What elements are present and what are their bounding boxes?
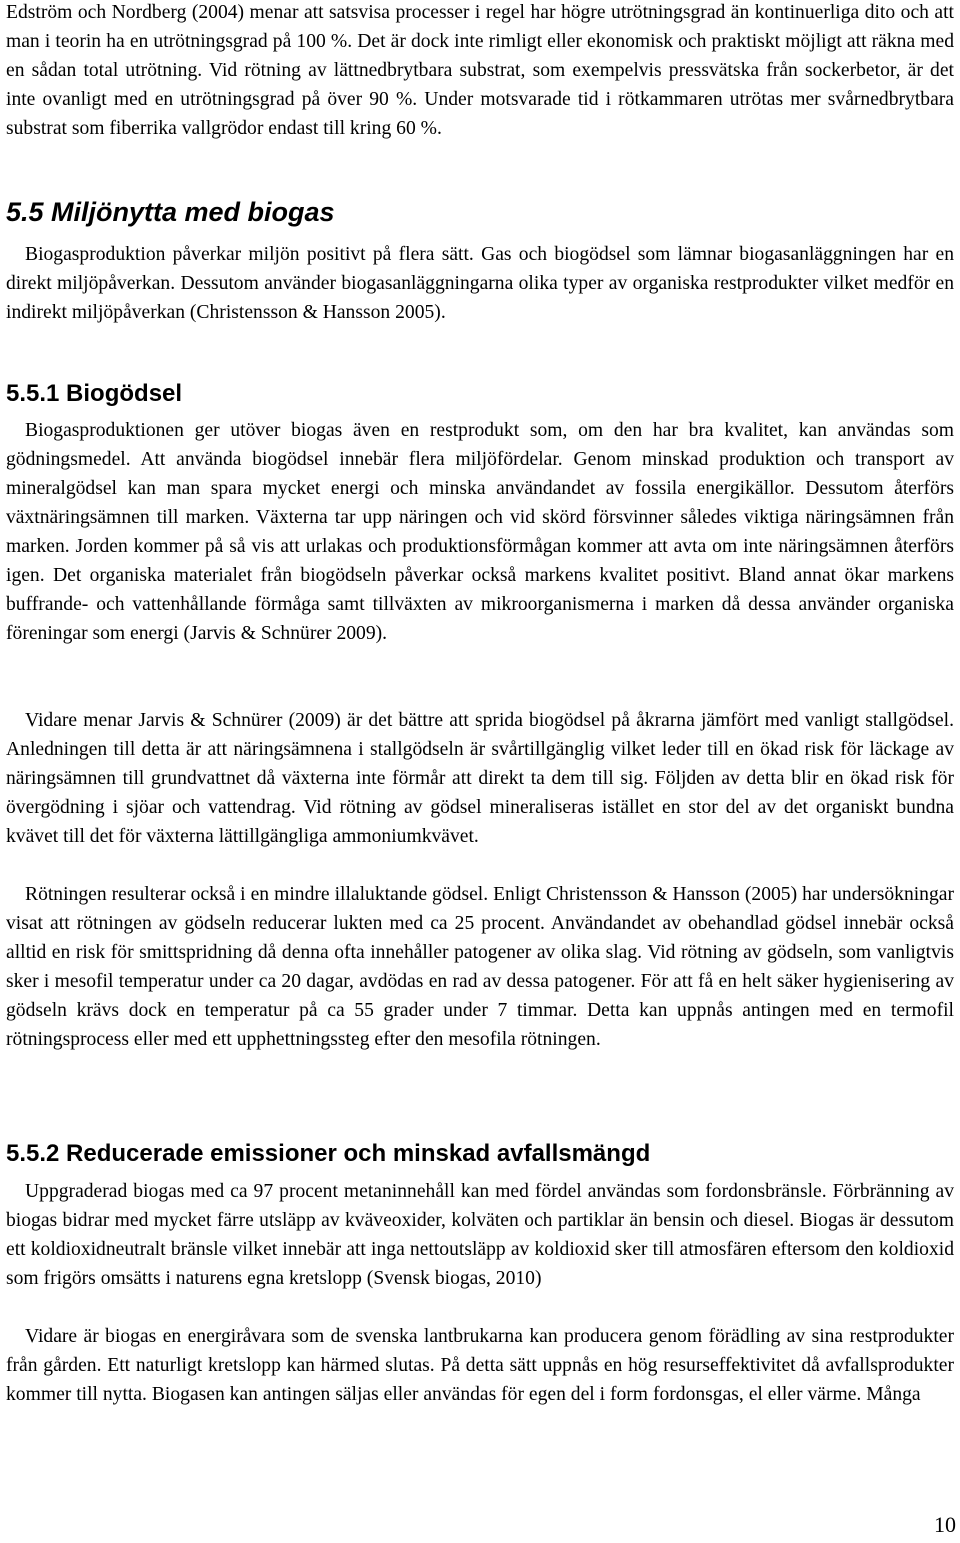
paragraph-biogodsel-3: Rötningen resulterar också i en mindre illaluktande gödsel. Enligt Christensson & Hansson (2005) har undersökningar visat att rötningen av gödseln reducerar lukten med ca 25 procent. Användandet av obehandlad gödsel innebär också alltid en risk för smittspridning då denna ofta innehåller patogener av olika slag. Vid rötning av gödseln, som vanligtvis sker i mesofil temperatur under ca 20 dagar, avdödas en rad av dessa patogener. För att få en helt säker hygienisering av gödseln krävs dock en temperatur på ca 55 grader under 7 timmar. Detta kan uppnås antingen med en termofil rötningsprocess eller med ett upphettningssteg efter den mesofila rötningen.	[6, 884, 954, 1050]
paragraph-emissioner-2: Vidare är biogas en energiråvara som de svenska lantbrukarna kan producera genom förädling av sina restprodukter från gården. Ett naturligt kretslopp kan härmed slutas. På detta sätt uppnås en hög resurseffektivitet då avfallsprodukter kommer till nytta. Biogasen kan antingen säljas eller användas för egen del i form fordonsgas, el eller värme. Många	[6, 1326, 954, 1405]
section-heading-5-5: 5.5 Miljönytta med biogas	[6, 197, 335, 227]
paragraph-emissioner-1: Uppgraderad biogas med ca 97 procent metaninnehåll kan med fördel användas som fordonsbränsle. Förbränning av biogas bidrar med mycket färre utsläpp av kväveoxider, kolväten och partiklar än bensin och diesel. Biogas är dessutom ett koldioxidneutralt bränsle vilket innebär att inga nettoutsläpp av koldioxid sker till atmosfären eftersom den koldioxid som frigörs omsätts i naturens egna kretslopp (Svensk biogas, 2010)	[6, 1181, 954, 1289]
page-number: 10	[934, 1512, 956, 1537]
paragraph-biogodsel-2: Vidare menar Jarvis & Schnürer (2009) är det bättre att sprida biogödsel på åkrarna jämfört med vanligt stallgödsel. Anledningen till detta är att näringsämnena i stallgödseln är svårtillgänglig vilket leder till en ökad risk för läckage av näringsämnen till grundvattnet då växterna inte förmår att direkt ta dem till sig. Följden av detta blir en ökad risk för övergödning i sjöar och vattendrag. Vid rötning av gödsel mineraliseras istället en stor del av det organiskt bundna kvävet till det för växterna lättillgängliga ammoniumkvävet.	[6, 710, 954, 847]
paragraph-biogodsel-1: Biogasproduktionen ger utöver biogas även en restprodukt som, om den har bra kvalitet, kan användas som gödningsmedel. Att använda biogödsel innebär flera miljöfördelar. Genom minskad produktion och transport av mineralgödsel kan man spara mycket energi och minska användandet av fossila energikällor. Dessutom återförs växtnäringsämnen till marken. Växterna tar upp näringen och vid skörd försvinner således viktiga näringsämnen från marken. Jorden kommer på så vis att urlakas och produktionsförmågan kommer att avta om inte näringsämnen återförs igen. Det organiska materialet från biogödseln påverkar också markens kvalitet positivt. Bland annat ökar markens buffrande- och vattenhållande förmåga samt tillväxten av mikroorganismerna i marken då dessa använder organiska föreningar som energi (Jarvis & Schnürer 2009).	[6, 420, 954, 644]
section-heading-5-5-2: 5.5.2 Reducerade emissioner och minskad avfallsmängd	[6, 1140, 651, 1167]
paragraph-miljonytta: Biogasproduktion påverkar miljön positivt på flera sätt. Gas och biogödsel som lämnar biogasanläggningen har en direkt miljöpåverkan. Dessutom använder biogasanläggningarna olika typer av organiska restprodukter vilket medför en indirekt miljöpåverkan (Christensson & Hansson 2005).	[6, 244, 954, 323]
section-heading-5-5-1: 5.5.1 Biogödsel	[6, 380, 183, 407]
paragraph-utrotning: Edström och Nordberg (2004) menar att satsvisa processer i regel har högre utrötningsgrad än kontinuerliga dito och att man i teorin ha en utrötningsgrad på 100 %. Det är dock inte rimligt eller ekonomisk och praktiskt möjligt att räkna med en sådan total utrötning. Vid rötning av lättnedbrytbara substrat, som exempelvis pressvätska från sockerbetor, är det inte ovanligt med en utrötningsgrad på över 90 %. Under motsvarade tid i rötkammaren utrötas mer svårnedbrytbara substrat som fiberrika vallgrödor endast till kring 60 %.	[6, 2, 954, 139]
